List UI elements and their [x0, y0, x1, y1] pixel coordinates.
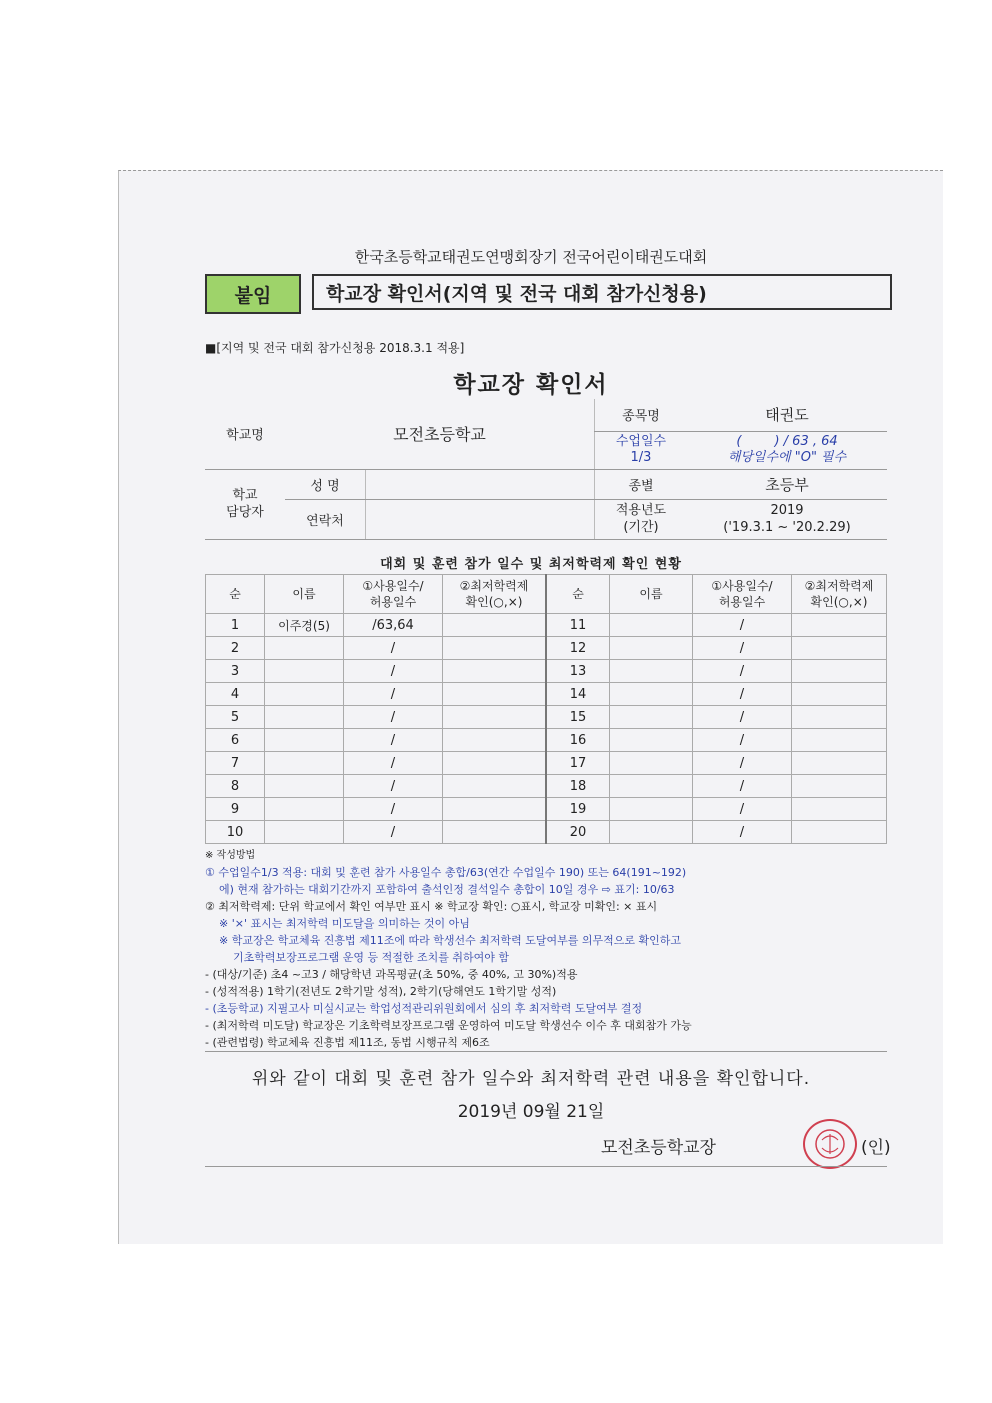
- min-academic-check: [443, 660, 547, 683]
- row-number: 15: [546, 706, 610, 729]
- athlete-name: [265, 706, 344, 729]
- note-not-reached: - (최저학력 미도달) 학교장은 기초학력보장프로그램 운영하여 미도달 학생선수 이수 후 대회참가 가능: [205, 1019, 692, 1032]
- school-label: 학교명: [205, 399, 285, 469]
- used-days: /: [693, 775, 792, 798]
- athlete-name: [610, 729, 693, 752]
- row-number: 11: [546, 614, 610, 637]
- used-days: /: [344, 775, 443, 798]
- contact-label: 연락처: [285, 499, 366, 539]
- header-title: 한국초등학교태권도연맹회장기 전국어린이태권도대회: [354, 248, 708, 266]
- roster-body: [206, 614, 887, 844]
- athlete-name: [265, 775, 344, 798]
- header-used-days-right-1: ①사용일수/: [711, 579, 773, 593]
- application-note: ■[지역 및 전국 대회 참가신청용 2018.3.1 적용]: [205, 341, 465, 355]
- min-academic-check: [443, 729, 547, 752]
- athlete-name: [610, 660, 693, 683]
- row-number: 18: [546, 775, 610, 798]
- apply-year-value-2: ('19.3.1 ~ '20.2.29): [723, 520, 851, 535]
- used-days: /: [344, 729, 443, 752]
- row-number: 14: [546, 683, 610, 706]
- seal-label: (인): [861, 1138, 891, 1158]
- name-label: 성 명: [285, 469, 366, 499]
- athlete-name: [610, 775, 693, 798]
- used-days: /: [344, 752, 443, 775]
- header-used-days: [344, 575, 443, 614]
- apply-year-label-1: 적용년도: [615, 503, 667, 518]
- min-academic-check: [443, 798, 547, 821]
- used-days: /: [344, 706, 443, 729]
- notes-heading: ※ 작성방법: [205, 850, 256, 861]
- min-academic-check: [443, 752, 547, 775]
- row-number: 13: [546, 660, 610, 683]
- divider-bottom: [205, 1166, 887, 1167]
- min-academic-check: [792, 729, 887, 752]
- athlete-name: [265, 683, 344, 706]
- apply-year-label-2: (기간): [623, 520, 659, 535]
- used-days: /: [693, 637, 792, 660]
- athlete-name: [610, 683, 693, 706]
- row-number: 2: [206, 637, 265, 660]
- used-days: /: [693, 729, 792, 752]
- school-days-value-2: 해당일수에 "O" 필수: [727, 450, 847, 465]
- used-days: /: [693, 821, 792, 844]
- table-row: [206, 775, 887, 798]
- athlete-name: [610, 637, 693, 660]
- athlete-name: 이주경(5): [265, 614, 344, 637]
- athlete-name: [610, 614, 693, 637]
- used-days: /: [344, 821, 443, 844]
- athlete-name: [265, 637, 344, 660]
- min-academic-check: [443, 706, 547, 729]
- row-number: 8: [206, 775, 265, 798]
- row-number: 12: [546, 637, 610, 660]
- row-number: 4: [206, 683, 265, 706]
- name-value: [366, 469, 595, 499]
- header-min-academic-right: [792, 575, 887, 614]
- used-days: /: [693, 683, 792, 706]
- apply-year-value-1: 2019: [770, 503, 804, 518]
- row-number: 5: [206, 706, 265, 729]
- table-row: [206, 614, 887, 637]
- school-info-table: [205, 399, 887, 540]
- header-used-days-right-2: 허용일수: [718, 595, 766, 609]
- note-law: - (관련법령) 학교체육 진흥법 제11조, 동법 시행규칙 제6조: [205, 1036, 490, 1049]
- header-min-academic-1: ②최저학력제: [459, 579, 529, 593]
- min-academic-check: [792, 660, 887, 683]
- table-row: [206, 798, 887, 821]
- used-days: /: [344, 660, 443, 683]
- note-elementary: - (초등학교) 지필고사 미실시교는 학업성적관리위원회에서 심의 후 최저학력 도달여부 결정: [205, 1002, 643, 1015]
- used-days: /: [344, 798, 443, 821]
- row-number: 3: [206, 660, 265, 683]
- athlete-name: [265, 752, 344, 775]
- school-name: 모전초등학교: [285, 399, 595, 469]
- header-name: 이름: [265, 575, 344, 614]
- contact-value: [366, 499, 595, 539]
- row-number: 17: [546, 752, 610, 775]
- min-academic-check: [792, 614, 887, 637]
- main-title: 학교장 확인서: [453, 372, 609, 398]
- header-no: 순: [206, 575, 265, 614]
- min-academic-check: [443, 614, 547, 637]
- status-title: 대회 및 훈련 참가 일수 및 최저학력제 확인 현황: [380, 557, 682, 572]
- header-used-days-right: [693, 575, 792, 614]
- header-no-right: 순: [546, 575, 610, 614]
- manager-label-2: 담당자: [226, 505, 264, 520]
- header-min-academic: [443, 575, 547, 614]
- min-academic-check: [792, 752, 887, 775]
- attachment-tag: 붙임: [205, 274, 301, 314]
- note-x-meaning: ※ '×' 표시는 최저학력 미도달을 의미하는 것이 아님: [219, 917, 470, 930]
- manager-label: [205, 469, 285, 539]
- athlete-name: [610, 821, 693, 844]
- header-used-days-2: 허용일수: [369, 595, 417, 609]
- event-value: 태권도: [687, 399, 887, 431]
- used-days: /: [344, 637, 443, 660]
- note-target: - (대상/기준) 초4 ~고3 / 해당학년 과목평균(초 50%, 중 40%, 고 30%)적용: [205, 968, 578, 981]
- issue-date: 2019년 09월 21일: [457, 1102, 605, 1122]
- signer-name: 모전초등학교장: [601, 1138, 716, 1158]
- row-number: 16: [546, 729, 610, 752]
- header-min-academic-right-2: 확인(○,×): [810, 595, 868, 609]
- athlete-name: [265, 729, 344, 752]
- event-label: 종목명: [595, 399, 688, 431]
- manager-label-1: 학교: [232, 488, 258, 503]
- note-duty-a: ※ 학교장은 학교체육 진흥법 제11조에 따라 학생선수 최저학력 도달여부를 의무적으로 확인하고: [219, 934, 681, 947]
- min-academic-check: [443, 683, 547, 706]
- row-number: 19: [546, 798, 610, 821]
- school-days-label: [595, 431, 688, 469]
- table-row: [206, 752, 887, 775]
- table-row: [206, 729, 887, 752]
- min-academic-check: [792, 775, 887, 798]
- official-seal: [803, 1119, 857, 1169]
- table-row: [206, 637, 887, 660]
- row-number: 10: [206, 821, 265, 844]
- min-academic-check: [792, 821, 887, 844]
- row-number: 20: [546, 821, 610, 844]
- confirm-statement: 위와 같이 대회 및 훈련 참가 일수와 최저학력 관련 내용을 확인합니다.: [251, 1069, 811, 1089]
- athlete-name: [265, 660, 344, 683]
- row-number: 1: [206, 614, 265, 637]
- document-title: 학교장 확인서(지역 및 전국 대회 참가신청용): [312, 274, 892, 310]
- min-academic-check: [792, 798, 887, 821]
- division-label: 종별: [595, 469, 688, 499]
- min-academic-check: [792, 637, 887, 660]
- school-days-value: [687, 431, 887, 469]
- writing-instructions: [205, 847, 895, 1051]
- min-academic-check: [443, 775, 547, 798]
- table-row: [206, 683, 887, 706]
- table-row: [206, 706, 887, 729]
- athlete-name: [610, 752, 693, 775]
- min-academic-check: [443, 821, 547, 844]
- note-min-academic: ② 최저학력제: 단위 학교에서 확인 여부만 표시 ※ 학교장 확인: ○표시, 학교장 미확인: × 표시: [205, 900, 658, 913]
- min-academic-check: [792, 683, 887, 706]
- roster-table: [205, 574, 887, 844]
- header-name-right: 이름: [610, 575, 693, 614]
- divider-top: [205, 1051, 887, 1052]
- row-number: 6: [206, 729, 265, 752]
- athlete-name: [265, 821, 344, 844]
- used-days: /: [693, 798, 792, 821]
- min-academic-check: [443, 637, 547, 660]
- min-academic-check: [792, 706, 887, 729]
- used-days: /: [344, 683, 443, 706]
- document-page: [118, 170, 943, 1244]
- used-days: /: [693, 706, 792, 729]
- school-days-label-2: 1/3: [630, 450, 652, 465]
- athlete-name: [610, 706, 693, 729]
- used-days: /63,64: [344, 614, 443, 637]
- used-days: /: [693, 752, 792, 775]
- row-number: 7: [206, 752, 265, 775]
- row-number: 9: [206, 798, 265, 821]
- table-row: [206, 660, 887, 683]
- athlete-name: [610, 798, 693, 821]
- used-days: /: [693, 614, 792, 637]
- school-days-label-1: 수업일수: [615, 434, 667, 449]
- header-used-days-1: ①사용일수/: [362, 579, 424, 593]
- note-grade-apply: - (성적적용) 1학기(전년도 2학기말 성적), 2학기(당해연도 1학기말 성적): [205, 985, 557, 998]
- seal-pattern-icon: [810, 1126, 850, 1162]
- school-days-value-1: ( ) / 63 , 64: [736, 434, 838, 449]
- athlete-name: [265, 798, 344, 821]
- header-min-academic-2: 확인(○,×): [465, 595, 523, 609]
- note-school-days-b: 에) 현재 참가하는 대회기간까지 포함하여 출석인정 결석일수 총합이 10일 경우 ⇨ 표기: 10/63: [219, 883, 675, 896]
- apply-year-value: [687, 499, 887, 539]
- apply-year-label: [595, 499, 688, 539]
- note-duty-b: 기초학력보장프로그램 운영 등 적절한 조치를 취하여야 함: [233, 951, 510, 964]
- division-value: 초등부: [687, 469, 887, 499]
- note-school-days-a: ① 수업일수1/3 적용: 대회 및 훈련 참가 사용일수 총합/63(연간 수업일수 190) 또는 64(191~192): [205, 866, 687, 879]
- used-days: /: [693, 660, 792, 683]
- table-row: [206, 821, 887, 844]
- header-min-academic-right-1: ②최저학력제: [804, 579, 874, 593]
